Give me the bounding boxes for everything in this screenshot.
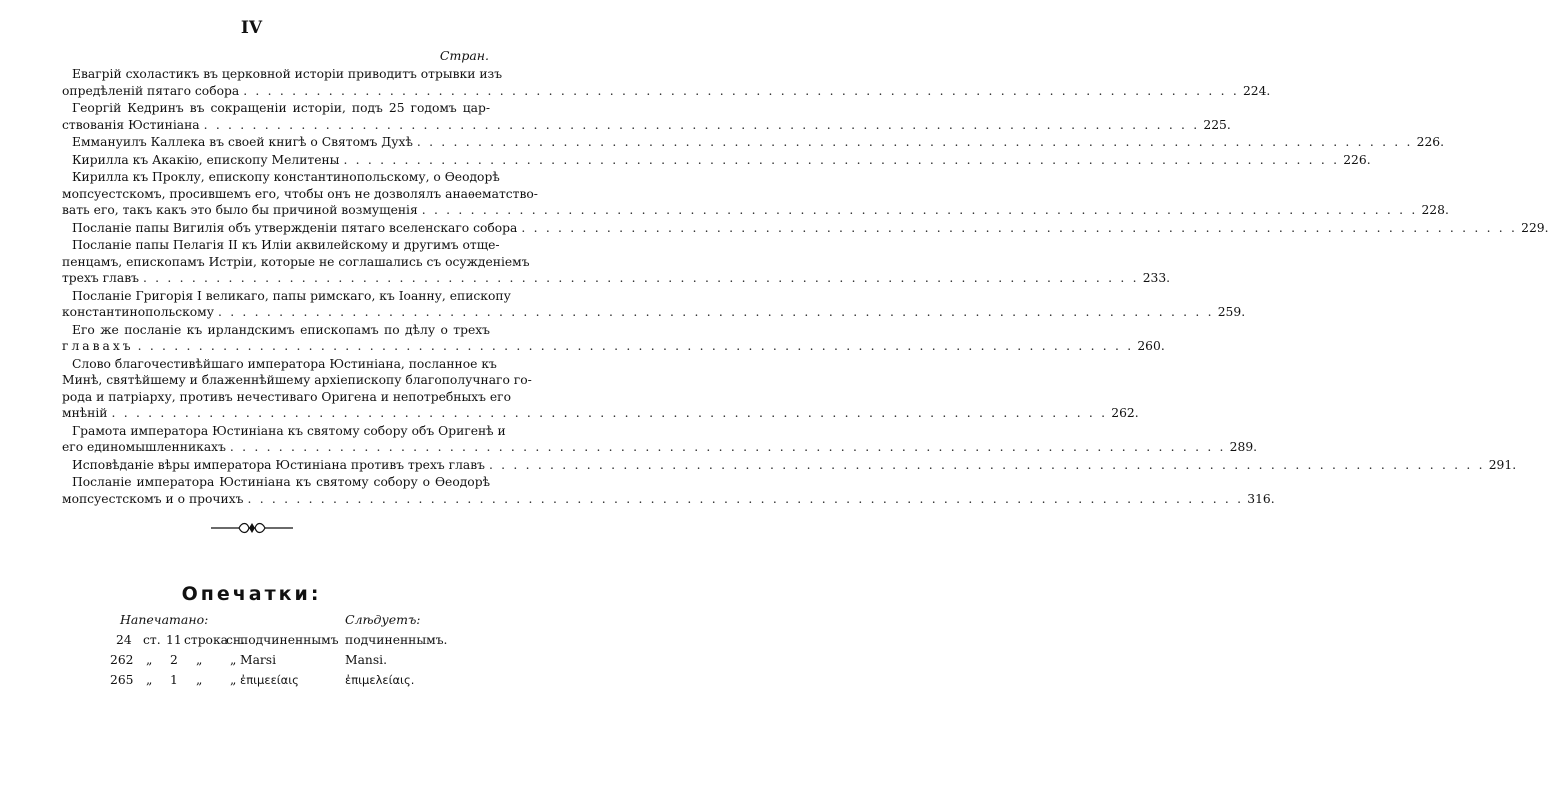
errata-sn: „ <box>230 673 237 687</box>
errata-st: ст. <box>143 633 161 647</box>
toc-page-column-header: Стран. <box>439 48 489 63</box>
toc-entry-text: опредѣленій пятаго собора <box>62 83 240 98</box>
toc-entry-text: константинопольскому <box>62 305 214 319</box>
toc-entry <box>62 457 1517 474</box>
table-of-contents <box>62 66 1549 508</box>
errata-page: 24 <box>116 633 132 647</box>
toc-page-number: 289. <box>1229 440 1258 454</box>
leader-dots: . . . . . . . . . . . . . . . . . . . . . . . . . . . . . . . . . . . . . . . . . . . . . . . . . . . . . . . . . . . . . . . . . . . . . . . . . . . . . . . . . . <box>416 135 1413 149</box>
errata-st: „ <box>146 653 153 667</box>
page-number: IV <box>240 18 263 38</box>
toc-entry-text: трехъ главъ <box>62 271 139 285</box>
toc-entry <box>62 152 1371 169</box>
toc-entry-text: Посланіе папы Пелагія II къ Иліи аквилейскому и другимъ отще- <box>72 238 500 252</box>
leader-dots: . . . . . . . . . . . . . . . . . . . . . . . . . . . . . . . . . . . . . . . . . . . . . . . . . . . . . . . . . . . . . . . . . . . . . . . . . . . . . . . . . . <box>488 457 1485 472</box>
leader-dots: . . . . . . . . . . . . . . . . . . . . . . . . . . . . . . . . . . . . . . . . . . . . . . . . . . . . . . . . . . . . . . . . . . . . . . . . . . . . . . . . . . <box>217 305 1214 319</box>
leader-dots: . . . . . . . . . . . . . . . . . . . . . . . . . . . . . . . . . . . . . . . . . . . . . . . . . . . . . . . . . . . . . . . . . . . . . . . . . . . . . . . . . . <box>111 406 1108 420</box>
errata-printed: Marsi <box>240 653 277 667</box>
toc-entry-text: мопсуестскомъ и о прочихъ <box>62 491 244 506</box>
toc-entry-text: Посланіе императора Юстиніана къ святому собору о Ѳеодорѣ <box>72 475 490 489</box>
errata-should: Mansi. <box>345 653 387 667</box>
errata-sn: сн. <box>226 633 245 647</box>
toc-page-number: 228. <box>1421 203 1449 217</box>
toc-entry-text: Посланіе папы Вигилія объ утвержденіи пятаго вселенскаго собора <box>72 220 518 235</box>
toc-entry-text: ствованія Юстиніана <box>62 117 200 132</box>
leader-dots: . . . . . . . . . . . . . . . . . . . . . . . . . . . . . . . . . . . . . . . . . . . . . . . . . . . . . . . . . . . . . . . . . . . . . . . . . . . . . . . . . . <box>521 220 1518 235</box>
errata-should: подчиненнымъ. <box>345 633 448 647</box>
toc-page-number: 259. <box>1217 305 1246 319</box>
toc-page-number: 260. <box>1137 339 1165 353</box>
errata-line: 2 <box>170 653 178 667</box>
toc-page-number: 233. <box>1142 271 1171 285</box>
toc-page-number: 224. <box>1242 83 1271 98</box>
toc-entry <box>62 423 1258 456</box>
errata-stroka: „ <box>196 673 203 687</box>
toc-entry-text: вать его, такъ какъ это было бы причиной возмущенія <box>62 203 418 217</box>
toc-entry-text: Евагрій схоластикъ въ церковной исторіи приводитъ отрывки изъ <box>72 67 503 81</box>
errata-row <box>0 672 503 688</box>
errata-printed: ἐπιμεείαις <box>240 673 299 687</box>
toc-page-number: 291. <box>1488 457 1517 472</box>
toc-entry <box>62 474 1275 507</box>
toc-entry-text: Грамота императора Юстиніана къ святому собору объ Оригенѣ и <box>72 423 506 438</box>
leader-dots: . . . . . . . . . . . . . . . . . . . . . . . . . . . . . . . . . . . . . . . . . . . . . . . . . . . . . . . . . . . . . . . . . . . . . . . . . . . . . . . . . . <box>243 83 1239 98</box>
toc-entry <box>62 169 1449 219</box>
toc-entry-text: рода и патріарху, противъ нечестиваго Оригена и непотребныхъ его <box>62 389 512 404</box>
toc-entry <box>62 134 1445 151</box>
errata-should: ἐπιμελείαις. <box>345 673 415 687</box>
errata-col-should: Слѣдуетъ: <box>345 612 421 627</box>
toc-entry-text: Кирилла къ Проклу, епископу константинопольскому, о Ѳеодорѣ <box>72 170 500 184</box>
errata-page: 265 <box>110 673 134 687</box>
leader-dots: . . . . . . . . . . . . . . . . . . . . . . . . . . . . . . . . . . . . . . . . . . . . . . . . . . . . . . . . . . . . . . . . . . . . . . . . . . . . . . . . . . <box>142 271 1139 285</box>
toc-page-number: 226. <box>1343 152 1371 167</box>
ornament-divider-icon <box>211 520 293 536</box>
leader-dots: . . . . . . . . . . . . . . . . . . . . . . . . . . . . . . . . . . . . . . . . . . . . . . . . . . . . . . . . . . . . . . . . . . . . . . . . . . . . . . . . . . <box>137 339 1134 353</box>
leader-dots: . . . . . . . . . . . . . . . . . . . . . . . . . . . . . . . . . . . . . . . . . . . . . . . . . . . . . . . . . . . . . . . . . . . . . . . . . . . . . . . . . . <box>421 203 1418 217</box>
toc-entry <box>62 356 1139 422</box>
errata-title: Опечатки: <box>181 583 322 605</box>
toc-entry <box>62 237 1171 287</box>
errata-row <box>0 652 503 668</box>
toc-entry-text: Исповѣданіе вѣры императора Юстиніана противъ трехъ главъ <box>72 457 485 472</box>
errata-sn: „ <box>230 653 237 667</box>
errata-st: „ <box>146 673 153 687</box>
toc-page-number: 229. <box>1521 220 1549 235</box>
toc-entry <box>62 220 1549 237</box>
toc-entry-text: Еммануилъ Каллека въ своей книгѣ о Святомъ Духѣ <box>72 135 413 149</box>
toc-entry-text: мнѣній <box>62 406 108 420</box>
toc-entry-text: Георгій Кедринъ въ сокращеніи исторіи, подъ 25 годомъ цар- <box>72 101 490 115</box>
toc-entry-text: Кирилла къ Акакію, епископу Мелитены <box>72 152 340 167</box>
toc-entry-text: Слово благочестивѣйшаго императора Юстиніана, посланное къ <box>72 356 497 371</box>
toc-entry <box>62 100 1231 133</box>
toc-entry-text: мопсуестскомъ, просившемъ его, чтобы онъ не дозволялъ анаѳематство- <box>62 186 538 201</box>
leader-dots: . . . . . . . . . . . . . . . . . . . . . . . . . . . . . . . . . . . . . . . . . . . . . . . . . . . . . . . . . . . . . . . . . . . . . . . . . . . . . . . . . . <box>343 152 1340 167</box>
toc-page-number: 262. <box>1111 406 1139 420</box>
toc-entry-text: пенцамъ, епископамъ Истріи, которые не соглашались съ осужденіемъ <box>62 254 530 269</box>
errata-line: 1 <box>170 673 178 687</box>
leader-dots: . . . . . . . . . . . . . . . . . . . . . . . . . . . . . . . . . . . . . . . . . . . . . . . . . . . . . . . . . . . . . . . . . . . . . . . . . . . . . . . . . . <box>203 117 1200 132</box>
leader-dots: . . . . . . . . . . . . . . . . . . . . . . . . . . . . . . . . . . . . . . . . . . . . . . . . . . . . . . . . . . . . . . . . . . . . . . . . . . . . . . . . . . <box>247 491 1244 506</box>
toc-page-number: 226. <box>1416 135 1445 149</box>
errata-stroka: „ <box>196 653 203 667</box>
toc-entry-text: Минѣ, святѣйшему и блаженнѣйшему архіепископу благополучнаго го- <box>62 373 532 387</box>
toc-entry <box>62 322 1165 355</box>
toc-entry-text: Его же посланіе къ ирландскимъ епископамъ по дѣлу о трехъ <box>72 322 490 337</box>
toc-entry <box>62 288 1246 321</box>
errata-col-printed: Напечатано: <box>120 612 209 627</box>
errata-printed: подчиненнымъ <box>240 633 339 647</box>
toc-page-number: 316. <box>1247 491 1275 506</box>
toc-entry-text: главахъ <box>62 339 134 353</box>
errata-line: 11 <box>166 633 182 647</box>
errata-row <box>0 632 503 648</box>
errata-stroka: строка <box>184 633 228 647</box>
toc-entry <box>62 66 1271 99</box>
errata-page: 262 <box>110 653 134 667</box>
toc-page-number: 225. <box>1203 117 1231 132</box>
leader-dots: . . . . . . . . . . . . . . . . . . . . . . . . . . . . . . . . . . . . . . . . . . . . . . . . . . . . . . . . . . . . . . . . . . . . . . . . . . . . . . . . . . <box>229 440 1226 454</box>
toc-entry-text: Посланіе Григорія I великаго, папы римскаго, къ Іоанну, епископу <box>72 288 511 303</box>
toc-entry-text: его единомышленникахъ <box>62 440 226 454</box>
